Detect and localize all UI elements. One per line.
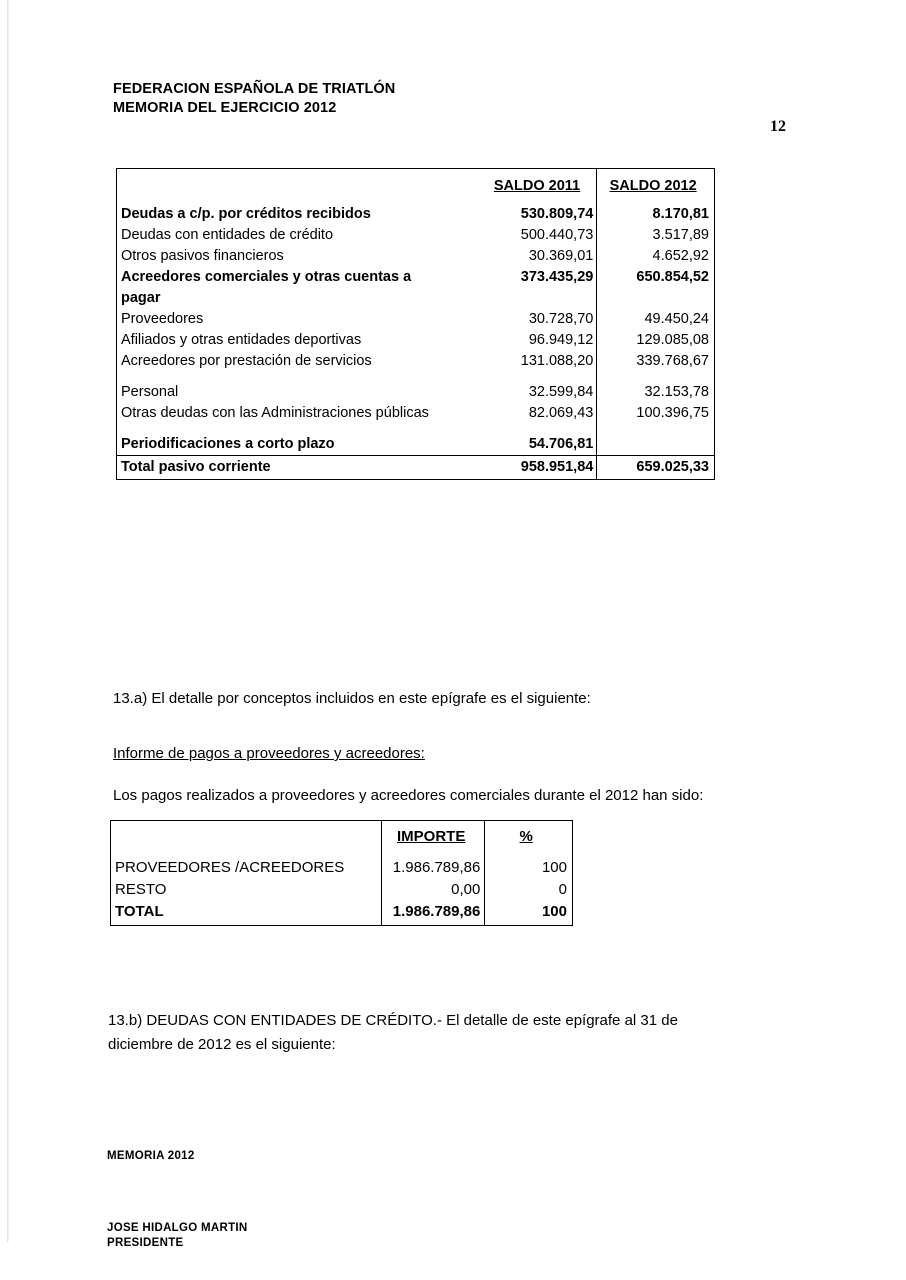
row-value-2012: [597, 288, 715, 309]
row-value-2011: 30.369,01: [528, 248, 594, 264]
table-row: [117, 309, 715, 330]
row-concept: Otras deudas con las Administraciones públicas: [121, 405, 429, 421]
row-concept: PROVEEDORES /ACREEDORES: [115, 859, 345, 876]
spacer-cell: [597, 372, 715, 382]
note-13b-text: [108, 1009, 808, 1057]
table-header-row: [117, 169, 715, 205]
row-value-2011: 500.440,73: [520, 227, 594, 243]
row-value-2012: 8.170,81: [597, 204, 715, 225]
row-value-2011: 30.728,70: [528, 311, 594, 327]
row-concept: Deudas con entidades de crédito: [121, 227, 334, 243]
row-value-2012: 339.768,67: [597, 351, 715, 372]
table-row: [111, 879, 573, 901]
total-label: TOTAL: [115, 903, 164, 920]
row-value-2012: 129.085,08: [597, 330, 715, 351]
row-value-2012: 3.517,89: [597, 225, 715, 246]
table-row: [117, 246, 715, 267]
footer-memoria-label: MEMORIA 2012: [107, 1150, 195, 1162]
row-concept: pagar: [121, 290, 161, 306]
spacer-cell: [117, 372, 481, 382]
header-saldo-2011: SALDO 2011: [493, 178, 581, 194]
row-value-2011: 373.435,29: [520, 269, 594, 285]
signer-name: JOSE HIDALGO MARTIN: [107, 1222, 248, 1234]
row-concept: Acreedores por prestación de servicios: [121, 353, 372, 369]
table-row: [117, 351, 715, 372]
row-value-2011: [481, 288, 597, 309]
row-concept: Otros pasivos financieros: [121, 248, 284, 264]
table-total-row: [117, 456, 715, 480]
spacer-cell: [117, 424, 481, 434]
page-number: 12: [770, 118, 786, 135]
row-value-2012: [597, 434, 715, 456]
table-row: [117, 267, 715, 288]
row-value-2011: 530.809,74: [520, 206, 594, 222]
total-percent: 100: [485, 901, 573, 926]
header-concept: [111, 821, 382, 858]
table-row-continuation: [117, 288, 715, 309]
row-value-2012: 100.396,75: [597, 403, 715, 424]
table-row: [111, 857, 573, 879]
spacer-cell: [597, 424, 715, 434]
row-concept: Deudas a c/p. por créditos recibidos: [121, 206, 371, 222]
note-13a-text: 13.a) El detalle por conceptos incluidos en este epígrafe es el siguiente:: [113, 690, 591, 707]
row-concept: Periodificaciones a corto plazo: [121, 436, 335, 452]
row-concept: Proveedores: [121, 311, 204, 327]
organization-name: FEDERACION ESPAÑOLA DE TRIATLÓN: [113, 81, 396, 97]
spacer-cell: [481, 372, 597, 382]
note-13b-line2: diciembre de 2012 es el siguiente:: [108, 1036, 336, 1053]
table-spacer-row: [117, 424, 715, 434]
table-row: [117, 204, 715, 225]
row-value-2011: 96.949,12: [528, 332, 594, 348]
header-percent: %: [485, 821, 573, 858]
table-current-liabilities: [116, 168, 715, 480]
total-value-2011: 958.951,84: [481, 456, 597, 480]
total-label: Total pasivo corriente: [117, 456, 481, 480]
header-concept: [117, 169, 481, 205]
table-row: [117, 434, 715, 456]
table-supplier-payments: [110, 820, 573, 926]
header-importe: IMPORTE: [382, 821, 485, 858]
total-importe: 1.986.789,86: [382, 901, 485, 926]
footer-signature-block: [107, 1221, 248, 1251]
row-importe: 0,00: [382, 879, 485, 901]
row-concept: Afiliados y otras entidades deportivas: [121, 332, 362, 348]
table-row: [117, 382, 715, 403]
row-value-2012: 49.450,24: [597, 309, 715, 330]
header-saldo-2012: SALDO 2012: [597, 169, 715, 205]
row-value-2012: 32.153,78: [597, 382, 715, 403]
table-row: [117, 225, 715, 246]
row-concept: Acreedores comerciales y otras cuentas a: [121, 269, 412, 285]
row-concept: RESTO: [115, 881, 167, 898]
table-spacer-row: [117, 372, 715, 382]
row-value-2011: 82.069,43: [528, 405, 594, 421]
table-total-row: [111, 901, 573, 926]
row-value-2011: 131.088,20: [520, 353, 594, 369]
table-row: [117, 403, 715, 424]
scan-artifact-line-secondary: [8, 0, 9, 1242]
subtitle-informe-pagos: Informe de pagos a proveedores y acreedores:: [113, 745, 425, 762]
row-value-2011: 32.599,84: [528, 384, 594, 400]
signer-title: PRESIDENTE: [107, 1237, 184, 1249]
note-13b-line1: 13.b) DEUDAS CON ENTIDADES DE CRÉDITO.- El detalle de este epígrafe al 31 de: [108, 1012, 678, 1029]
note-pagos-text: Los pagos realizados a proveedores y acreedores comerciales durante el 2012 han sido:: [113, 787, 704, 804]
row-value-2012: 4.652,92: [597, 246, 715, 267]
row-value-2011: 54.706,81: [528, 436, 594, 452]
row-percent: 100: [485, 857, 573, 879]
row-concept: Personal: [121, 384, 179, 400]
total-value-2012: 659.025,33: [597, 456, 715, 480]
row-importe: 1.986.789,86: [382, 857, 485, 879]
table-header-row: [111, 821, 573, 858]
document-title: MEMORIA DEL EJERCICIO 2012: [113, 100, 337, 116]
row-value-2012: 650.854,52: [597, 267, 715, 288]
table-row: [117, 330, 715, 351]
document-header: [113, 80, 395, 118]
spacer-cell: [481, 424, 597, 434]
row-percent: 0: [485, 879, 573, 901]
